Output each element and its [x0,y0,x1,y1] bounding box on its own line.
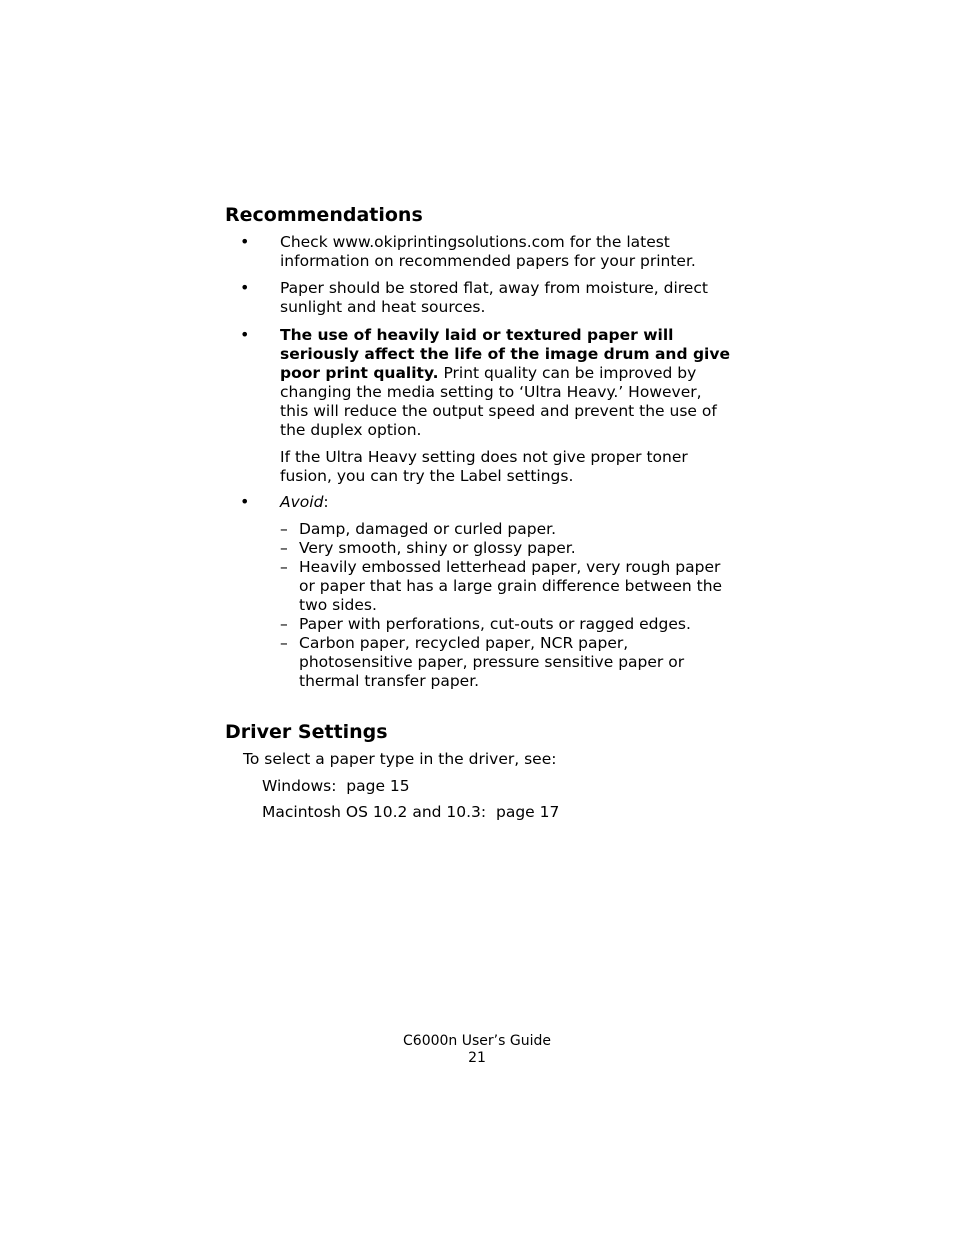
dash-icon: – [280,539,288,557]
ultra-heavy-note: If the Ultra Heavy setting does not give proper toner fusion, you can try the Label settings. [280,448,688,485]
dash-icon: – [280,520,288,538]
avoid-label: Avoid: [280,493,329,511]
list-item: – Very smooth, shiny or glossy paper. [280,539,576,557]
recommendation-item-website: Check www.okiprintingsolutions.com for the latest information on recommended papers for your printer. [280,233,696,270]
list-item: – Damp, damaged or curled paper. [280,520,556,538]
recommendation-detail: Print quality can be improved by changing the media setting to ‘Ultra Heavy.’ However, this will reduce the output speed and prevent the use of the duplex option. [280,364,717,439]
warning-text: The use of heavily laid or textured paper will seriously affect the life of the image drum and give poor print quality. [280,326,730,382]
footer-title: C6000n User’s Guide [403,1033,551,1049]
recommendation-item-storage: Paper should be stored flat, away from moisture, direct sunlight and heat sources. [280,279,708,316]
driver-settings-heading: Driver Settings [225,721,388,743]
recommendations-heading: Recommendations [225,204,423,226]
avoid-list [280,520,730,691]
list-item: – Paper with perforations, cut-outs or ragged edges. [280,615,691,633]
bullet-icon: • [240,232,250,251]
dash-icon: – [280,558,288,576]
list-item: – Heavily embossed letterhead paper, very rough paper or paper that has a large grain difference between the two sides. [280,558,723,614]
dash-icon: – [280,615,288,633]
bullet-icon: • [240,325,250,344]
driver-settings-intro: To select a paper type in the driver, see: [243,750,557,768]
bullet-icon: • [240,492,250,511]
bullet-icon: • [240,278,250,297]
windows-reference: Windows: page 15 [262,777,410,795]
page-number: 21 [468,1050,486,1066]
dash-icon: – [280,634,288,652]
macintosh-reference: Macintosh OS 10.2 and 10.3: page 17 [262,803,560,821]
list-item: – Carbon paper, recycled paper, NCR paper, photosensitive paper, pressure sensitive paper or thermal transfer paper. [280,634,685,690]
recommendation-item-textured-paper [280,326,730,440]
